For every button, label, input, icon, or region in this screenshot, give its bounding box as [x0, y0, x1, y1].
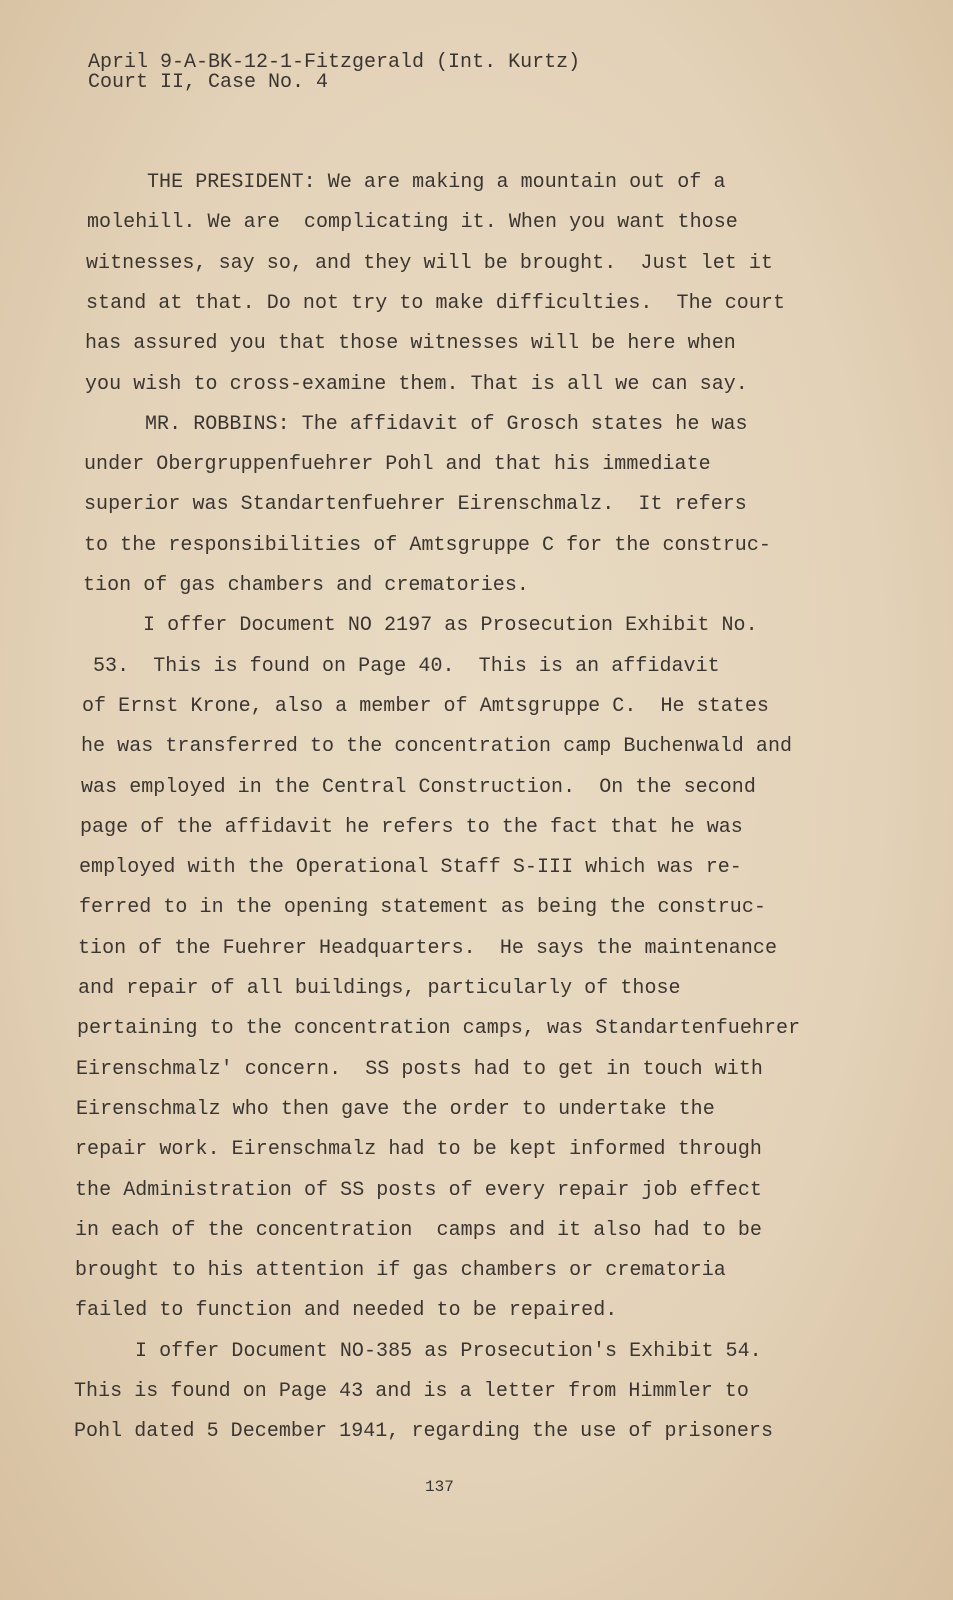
- text-line: 53. This is found on Page 40. This is an affidavit: [93, 654, 720, 678]
- text-line: stand at that. Do not try to make difficulties. The court: [86, 291, 786, 315]
- text-line: to the responsibilities of Amtsgruppe C for the construc-: [84, 533, 771, 557]
- text-line: ferred to in the opening statement as being the construc-: [79, 896, 766, 920]
- text-line: in each of the concentration camps and it also had to be: [75, 1218, 762, 1242]
- text-line: MR. ROBBINS: The affidavit of Grosch states he was: [145, 412, 748, 436]
- text-line: superior was Standartenfuehrer Eirenschmalz. It refers: [84, 493, 747, 517]
- text-line: I offer Document NO 2197 as Prosecution Exhibit No.: [143, 614, 758, 638]
- text-line: under Obergruppenfuehrer Pohl and that his immediate: [84, 453, 711, 477]
- text-line: and repair of all buildings, particularly of those: [78, 977, 681, 1000]
- text-line: the Administration of SS posts of every repair job effect: [75, 1178, 762, 1202]
- text-line: tion of gas chambers and crematories.: [83, 574, 529, 597]
- text-line: he was transferred to the concentration camp Buchenwald and: [81, 735, 793, 759]
- text-line: This is found on Page 43 and is a letter from Himmler to: [74, 1380, 749, 1403]
- text-line: Eirenschmalz' concern. SS posts had to get in touch with: [76, 1057, 763, 1081]
- text-line: pertaining to the concentration camps, was Standartenfuehrer: [77, 1017, 801, 1041]
- text-line: tion of the Fuehrer Headquarters. He says the maintenance: [78, 936, 778, 960]
- text-line: Pohl dated 5 December 1941, regarding the use of prisoners: [74, 1420, 774, 1444]
- text-line: of Ernst Krone, also a member of Amtsgruppe C. He states: [82, 694, 769, 718]
- text-line: repair work. Eirenschmalz had to be kept informed through: [75, 1138, 762, 1162]
- text-line: brought to his attention if gas chambers or crematoria: [75, 1259, 726, 1283]
- text-line: you wish to cross-examine them. That is all we can say.: [85, 372, 748, 396]
- text-line: has assured you that those witnesses will be here when: [85, 332, 736, 356]
- text-line: failed to function and needed to be repaired.: [75, 1299, 618, 1323]
- header-line-1: April 9-A-BK-12-1-Fitzgerald (Int. Kurtz): [88, 51, 581, 74]
- page-number: 137: [425, 1478, 454, 1496]
- text-line: I offer Document NO-385 as Prosecution's Exhibit 54.: [135, 1339, 762, 1363]
- text-line: Eirenschmalz who then gave the order to undertake the: [76, 1097, 715, 1121]
- text-line: page of the affidavit he refers to the fact that he was: [80, 815, 743, 839]
- header-line-2: Court II, Case No. 4: [88, 71, 329, 94]
- text-line: was employed in the Central Construction. On the second: [81, 775, 756, 799]
- text-line: employed with the Operational Staff S-III which was re-: [79, 856, 742, 880]
- text-line: witnesses, say so, and they will be brought. Just let it: [86, 251, 773, 275]
- text-line: molehill. We are complicating it. When you want those: [87, 211, 738, 235]
- text-line: THE PRESIDENT: We are making a mountain out of a: [147, 171, 726, 194]
